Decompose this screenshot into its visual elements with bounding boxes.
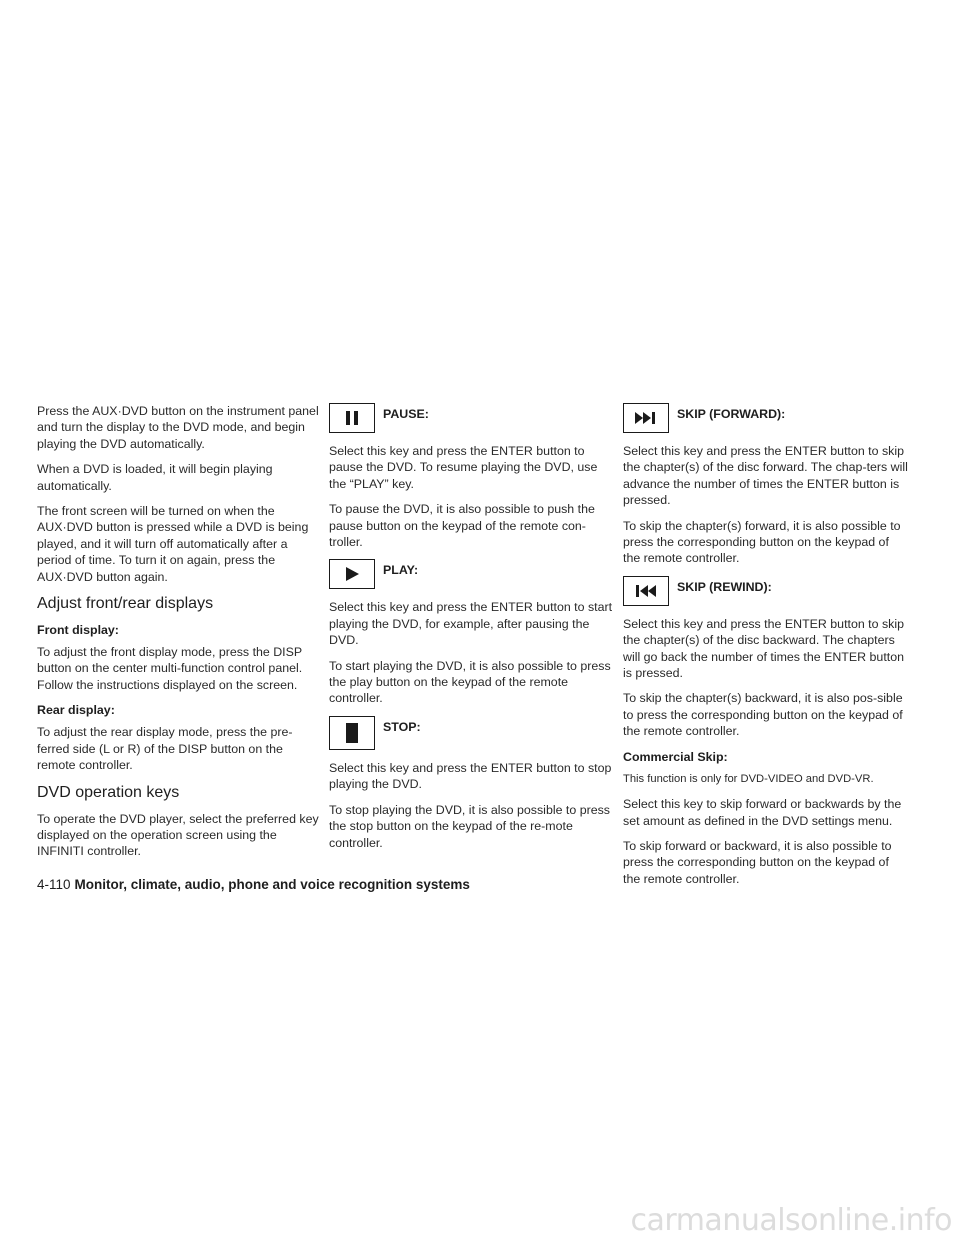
column-2 [329,403,615,860]
rear-display-label: Rear display: [37,703,115,718]
dvd-keys-text: To operate the DVD player, select the preferred key displayed on the operation screen using the INFINITI controller. [37,811,319,859]
skip-rewind-paragraph-2: To skip the chapter(s) backward, it is also pos-sible to press the corresponding button on the keypad of the remote controller. [623,691,903,739]
skip-rewind-paragraph-1: Select this key and press the ENTER button to skip the chapter(s) of the disc backward. The chapters will go back the number of times the ENTER button is pressed. [623,616,904,681]
skip-forward-paragraph-1: Select this key and press the ENTER button to skip the chapter(s) of the disc forward. The chap-ters will advance the number of times the ENTER button is pressed. [623,444,908,508]
stop-label: STOP: [383,719,421,734]
skip-rewind-label: SKIP (REWIND): [677,579,772,594]
stop-key-row [329,716,615,750]
skip-rewind-icon [623,576,669,606]
commercial-skip-label: Commercial Skip: [623,749,728,764]
play-label: PLAY: [383,563,419,578]
pause-icon [329,403,375,433]
intro-paragraph-1: Press the AUX·DVD button on the instrument panel and turn the display to the DVD mode, and begin playing the DVD automatically. [37,404,319,451]
skip-forward-label: SKIP (FORWARD): [677,407,786,421]
skip-forward-key-row [623,403,909,433]
pause-paragraph-1: Select this key and press the ENTER button to pause the DVD. To resume playing the DVD, use the “PLAY” key. [329,444,598,491]
pause-label: PAUSE: [383,407,429,421]
section-title: Monitor, climate, audio, phone and voice recognition systems [74,877,470,892]
skip-forward-icon [623,403,669,433]
front-display-label: Front display: [37,623,119,638]
stop-paragraph-2: To stop playing the DVD, it is also possible to press the stop button on the keypad of the re-mote controller. [329,802,610,850]
pause-key-row [329,403,615,433]
heading-dvd-keys: DVD operation keys [37,783,180,801]
rear-display-text: To adjust the rear display mode, press the pre-ferred side (L or R) of the DISP button on the remote controller. [37,725,293,773]
page-footer [37,876,470,894]
play-paragraph-1: Select this key and press the ENTER button to start playing the DVD, for example, after pausing the DVD. [329,600,613,648]
intro-paragraph-2: When a DVD is loaded, it will begin playing automatically. [37,462,273,493]
pause-paragraph-2: To pause the DVD, it is also possible to push the pause button on the keypad of the remote con-troller. [329,502,595,550]
play-paragraph-2: To start playing the DVD, it is also possible to press the play button on the keypad of the remote controller. [329,658,611,706]
play-icon [329,559,375,589]
front-display-text: To adjust the front display mode, press the DISP button on the center multi-function control panel. Follow the instructions displayed on the screen. [37,645,303,692]
column-1 [37,403,323,869]
skip-rewind-key-row [623,576,909,606]
watermark: carmanualsonline.info [630,1203,952,1238]
play-key-row [329,559,615,589]
stop-paragraph-1: Select this key and press the ENTER button to stop playing the DVD. [329,760,612,792]
commercial-skip-paragraph-1: Select this key to skip forward or backwards by the set amount as defined in the DVD settings menu. [623,797,902,828]
skip-forward-paragraph-2: To skip the chapter(s) forward, it is also possible to press the corresponding button on the keypad of the remote controller. [623,518,901,566]
intro-paragraph-3: The front screen will be turned on when the AUX·DVD button is pressed while a DVD is being played, and it will turn off automatically after a period of time. To turn it on again, press the AUX·DVD button again. [37,504,309,584]
heading-adjust-displays: Adjust front/rear displays [37,595,214,613]
commercial-skip-paragraph-2: To skip forward or backward, it is also possible to press the corresponding button on the keypad of the remote controller. [623,838,892,886]
page-number: 4-110 [37,877,71,892]
commercial-skip-note: This function is only for DVD-VIDEO and DVD-VR. [623,772,874,785]
stop-icon [329,716,375,750]
column-3 [623,403,909,896]
